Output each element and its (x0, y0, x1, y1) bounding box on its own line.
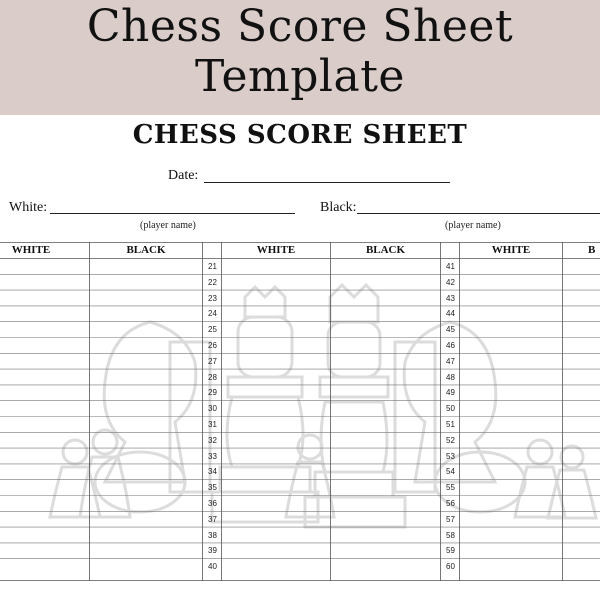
sheet-title: CHESS SCORE SHEET (132, 120, 468, 150)
date-field[interactable] (204, 182, 450, 183)
move-number: 53 (446, 451, 455, 461)
header-white-1: WHITE (11, 244, 51, 256)
move-number: 28 (208, 372, 217, 382)
black-player-hint: (player name) (445, 220, 501, 231)
move-number: 49 (446, 388, 455, 398)
move-number: 40 (208, 562, 217, 572)
move-number: 22 (208, 277, 217, 287)
move-number: 45 (446, 325, 455, 335)
banner-title-line-1: Chess Score Sheet (86, 1, 514, 52)
move-number: 31 (208, 420, 217, 429)
white-player-hint: (player name) (140, 220, 196, 231)
black-player-field[interactable] (357, 213, 600, 214)
move-number: 29 (208, 388, 217, 398)
move-number: 34 (208, 467, 217, 477)
move-number: 33 (208, 451, 217, 461)
white-player-label: White: (9, 200, 48, 215)
header-black-1: BLACK (126, 244, 166, 256)
move-number: 25 (208, 325, 217, 335)
move-table (0, 242, 600, 581)
move-number: 47 (446, 356, 455, 366)
move-number: 52 (446, 435, 455, 445)
move-number: 30 (208, 404, 217, 414)
move-number: 21 (208, 262, 217, 271)
move-number: 57 (446, 514, 455, 524)
move-number: 24 (208, 309, 217, 319)
move-number: 59 (446, 546, 455, 556)
move-number: 56 (446, 499, 455, 508)
move-number: 41 (446, 262, 455, 271)
header-white-2: WHITE (256, 244, 296, 256)
move-number: 43 (446, 293, 455, 303)
move-number: 26 (208, 341, 217, 350)
move-number: 58 (446, 530, 455, 540)
move-number: 42 (446, 277, 455, 287)
move-number: 55 (446, 483, 455, 493)
move-number: 51 (446, 420, 455, 429)
move-number: 44 (446, 309, 455, 319)
move-number: 54 (446, 467, 455, 477)
banner-title-line-2: Template (195, 51, 405, 102)
move-number: 50 (446, 404, 455, 414)
header-black-3: B (588, 244, 596, 256)
move-table-gridlines (0, 242, 600, 581)
move-number: 39 (208, 546, 217, 556)
title-banner (0, 0, 600, 115)
black-player-label: Black: (320, 200, 357, 215)
move-number: 32 (208, 435, 217, 445)
header-white-3: WHITE (491, 244, 531, 256)
move-number: 48 (446, 372, 455, 382)
move-number: 38 (208, 530, 217, 540)
move-number: 27 (208, 356, 217, 366)
move-number: 37 (208, 514, 217, 524)
date-label: Date: (168, 168, 199, 183)
move-number: 46 (446, 341, 455, 350)
white-player-field[interactable] (50, 213, 295, 214)
move-number: 35 (208, 483, 217, 493)
move-number: 60 (446, 562, 455, 572)
move-number: 23 (208, 293, 217, 303)
move-number: 36 (208, 499, 217, 508)
header-black-2: BLACK (365, 244, 406, 256)
